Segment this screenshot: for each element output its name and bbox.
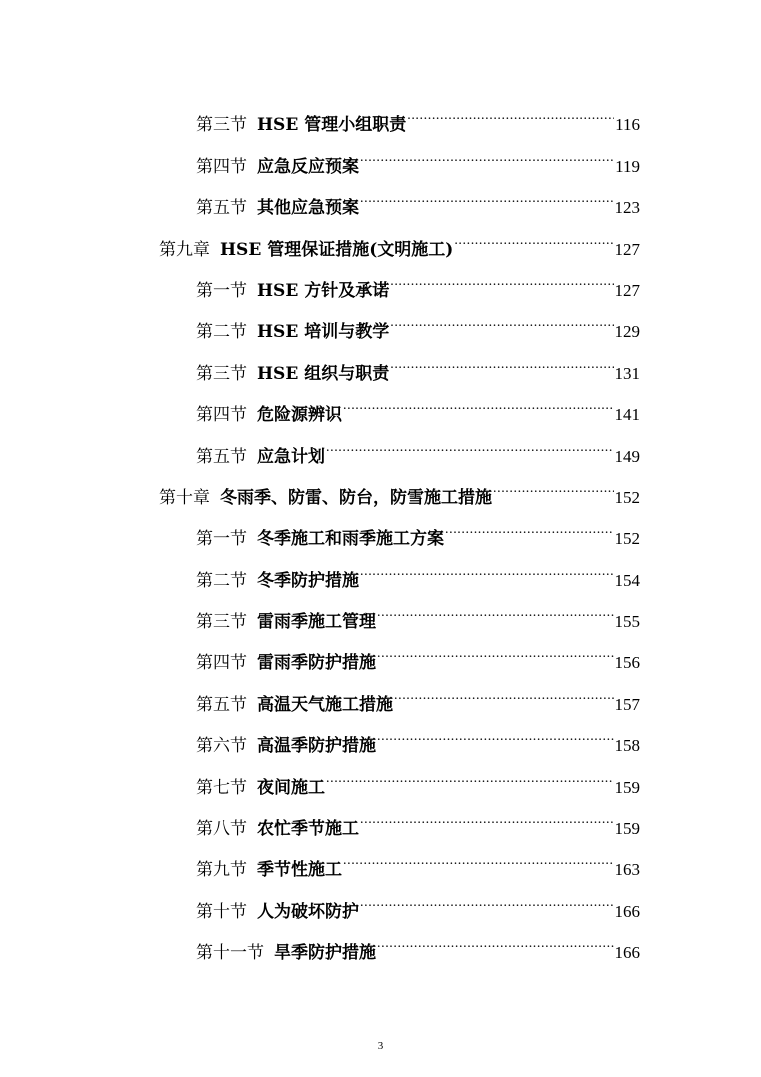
toc-entry-number: 第十一节 (196, 943, 264, 964)
toc-entry-page: 131 (614, 363, 640, 383)
toc-entry[interactable] (0, 917, 761, 964)
toc-entry-title: 季节性施工 (257, 860, 342, 881)
toc-entry-page: 163 (614, 860, 640, 880)
toc-dot-leader (445, 503, 614, 544)
toc-entry[interactable] (0, 627, 761, 674)
toc-entry-page: 152 (614, 529, 640, 549)
toc-entry-page: 116 (615, 115, 640, 135)
toc-entry-title: 冬雨季、防雷、防台，防雪施工措施 (220, 487, 492, 508)
toc-entry-page: 149 (614, 446, 640, 466)
table-of-contents (0, 89, 761, 964)
toc-entry-number: 第三节 (196, 612, 247, 633)
toc-entry-page: 129 (614, 322, 640, 342)
toc-dot-leader (390, 255, 613, 296)
toc-entry-number: 第六节 (196, 736, 247, 757)
toc-entry-number: 第三节 (196, 115, 247, 136)
toc-dot-leader (360, 793, 614, 834)
toc-entry-number: 第四节 (196, 156, 247, 177)
toc-entry-title: HSE 方针及承诺 (257, 280, 390, 301)
toc-dot-leader (377, 710, 614, 751)
toc-entry[interactable] (0, 710, 761, 757)
toc-entry-number: 第八节 (196, 819, 247, 840)
toc-dot-leader (390, 296, 613, 337)
toc-dot-leader (454, 213, 613, 254)
toc-entry-number: 第二节 (196, 322, 247, 343)
toc-dot-leader (377, 627, 614, 668)
toc-entry-page: 141 (614, 405, 640, 425)
toc-entry-page: 154 (614, 570, 640, 590)
toc-dot-leader (493, 462, 614, 503)
toc-entry-page: 152 (614, 487, 640, 507)
toc-entry-title: 雷雨季防护措施 (257, 653, 376, 674)
toc-entry[interactable] (0, 586, 761, 633)
toc-entry-page: 157 (614, 694, 640, 714)
toc-entry-page: 156 (614, 653, 640, 673)
toc-entry-page: 119 (615, 156, 640, 176)
toc-entry-page: 127 (614, 239, 640, 259)
toc-entry-number: 第四节 (196, 653, 247, 674)
toc-entry-title: 高温季防护措施 (257, 736, 376, 757)
toc-entry-number: 第四节 (196, 405, 247, 426)
toc-entry-title: 农忙季节施工 (257, 819, 359, 840)
toc-entry[interactable] (0, 668, 761, 715)
toc-entry[interactable] (0, 544, 761, 591)
toc-entry[interactable] (0, 420, 761, 467)
toc-entry-title: 高温天气施工措施 (257, 694, 393, 715)
toc-entry-number: 第五节 (196, 198, 247, 219)
toc-entry-title: 冬季防护措施 (257, 570, 359, 591)
toc-entry-title: 人为破坏防护 (257, 901, 359, 922)
toc-entry[interactable] (0, 172, 761, 219)
toc-dot-leader (360, 130, 614, 171)
toc-entry-number: 第一节 (196, 280, 247, 301)
toc-entry-number: 第五节 (196, 446, 247, 467)
toc-entry-page: 159 (614, 777, 640, 797)
toc-entry-number: 第五节 (196, 694, 247, 715)
toc-dot-leader (360, 172, 614, 213)
toc-chapter-entry[interactable] (0, 462, 761, 508)
toc-entry-title: HSE 组织与职责 (257, 363, 390, 384)
toc-entry-title: 雷雨季施工管理 (257, 612, 376, 633)
toc-entry[interactable] (0, 751, 761, 798)
toc-entry-title: HSE 管理保证措施(文明施工) (220, 239, 454, 260)
toc-entry-number: 第十章 (159, 487, 210, 508)
toc-entry-page: 166 (614, 943, 640, 963)
toc-entry-title: 其他应急预案 (257, 198, 359, 219)
toc-chapter-entry[interactable] (0, 213, 761, 260)
toc-entry[interactable] (0, 793, 761, 840)
toc-dot-leader (326, 751, 614, 792)
toc-entry-number: 第三节 (196, 363, 247, 384)
toc-entry-page: 166 (614, 901, 640, 921)
toc-entry-number: 第九章 (159, 239, 210, 260)
toc-entry-page: 155 (614, 612, 640, 632)
toc-entry-title: HSE 管理小组职责 (257, 115, 407, 136)
toc-entry-title: 危险源辨识 (257, 405, 342, 426)
page-number: 3 (377, 1040, 384, 1052)
toc-dot-leader (360, 875, 614, 916)
toc-entry-page: 159 (614, 819, 640, 839)
toc-dot-leader (390, 337, 613, 378)
toc-entry-number: 第十节 (196, 901, 247, 922)
toc-dot-leader (377, 586, 614, 627)
toc-entry-title: HSE 培训与教学 (257, 322, 390, 343)
toc-entry[interactable] (0, 834, 761, 881)
toc-entry-number: 第九节 (196, 860, 247, 881)
toc-entry[interactable] (0, 875, 761, 922)
toc-dot-leader (407, 89, 614, 130)
toc-entry-title: 旱季防护措施 (274, 943, 376, 964)
toc-entry-number: 第七节 (196, 777, 247, 798)
toc-entry[interactable] (0, 89, 761, 136)
toc-entry-number: 第一节 (196, 529, 247, 550)
toc-entry-title: 应急计划 (257, 446, 325, 467)
toc-entry-number: 第二节 (196, 570, 247, 591)
toc-dot-leader (343, 379, 614, 420)
toc-dot-leader (394, 668, 614, 709)
toc-entry-title: 应急反应预案 (257, 156, 359, 177)
toc-dot-leader (377, 917, 614, 958)
toc-entry-page: 127 (614, 280, 640, 300)
toc-entry-title: 夜间施工 (257, 777, 325, 798)
toc-dot-leader (343, 834, 614, 875)
toc-entry-page: 158 (614, 736, 640, 756)
toc-entry-page: 123 (614, 198, 640, 218)
toc-entry-title: 冬季施工和雨季施工方案 (257, 529, 444, 550)
toc-dot-leader (326, 420, 614, 461)
toc-entry[interactable] (0, 130, 761, 177)
toc-entry[interactable] (0, 379, 761, 426)
toc-dot-leader (360, 544, 614, 585)
